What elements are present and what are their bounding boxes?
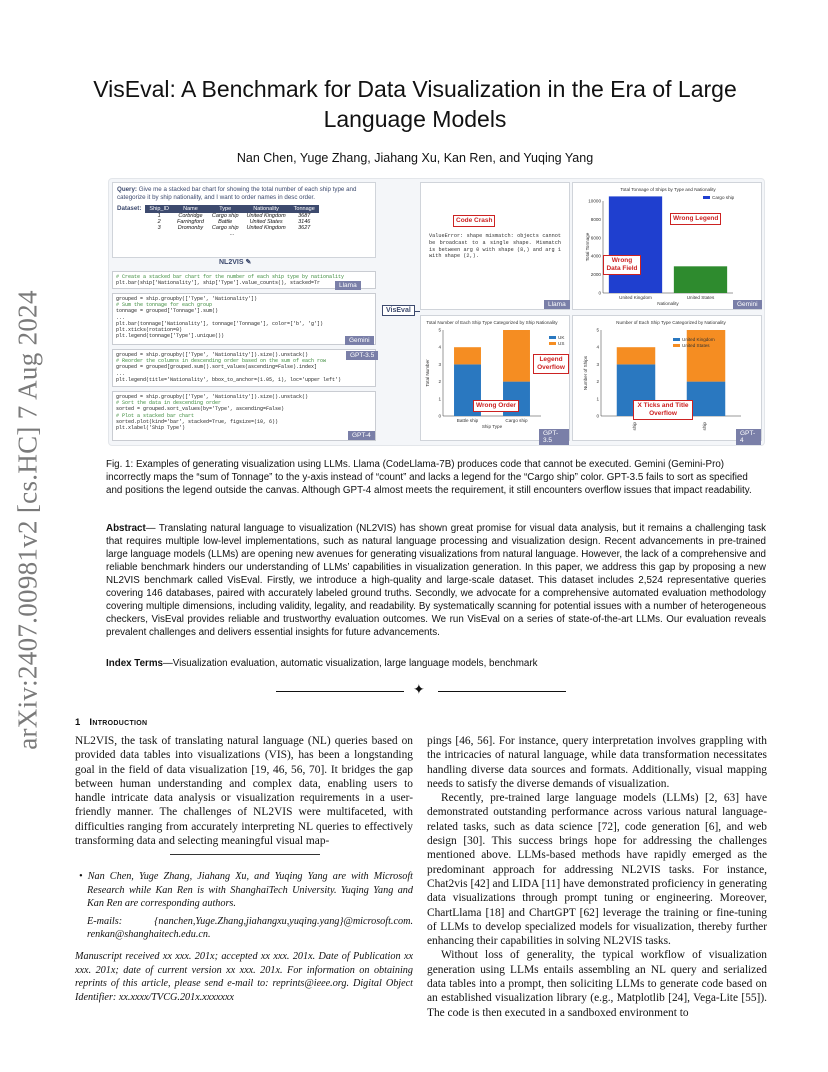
x-tick-label: United Kingdom — [619, 295, 652, 300]
wrong-data-field-label: Wrong Data Field — [603, 255, 641, 275]
gpt35-chart — [421, 316, 569, 440]
intro-paragraph-2: pings [46, 56]. For instance, query interpretation involves grappling with the intricacies of natural language, while data transformation necessitates handling diverse data sources and formats. Additionally, visual mapping needs to satisfy the diverse demands of visualization. — [427, 735, 767, 790]
code-line: # Sum the tonnage for each group — [116, 302, 213, 309]
y-tick-label: 4 — [596, 344, 599, 350]
authors: Nan Chen, Yuge Zhang, Jiahang Xu, Kan Ren, and Yuqing Yang — [236, 151, 594, 165]
y-axis-label: Total Tonnage — [585, 232, 590, 262]
intro-left-column — [75, 734, 413, 848]
table-cell: United Kingdom — [246, 225, 286, 231]
intro-paragraph-4: Without loss of generality, the typical workflow of visualization generation using LLMs entails assembling an NL query and serialized data tables into a prompt, then soliciting LLMs to generate code based on an established visualization library (e.g., Matplotlib [24], Vega-Lite [55]). The code is then executed in a sandboxed environment to — [427, 949, 767, 1019]
gemini-chart-panel — [572, 182, 762, 310]
index-terms-label: Index Terms — [106, 658, 163, 669]
table-cell: United States — [249, 219, 283, 225]
chart-title: Number of Each Ship Type Categorized by Nationality — [616, 320, 726, 325]
chart-title: Total Number of Each Ship Type Categorized by Ship Nationality — [426, 320, 558, 325]
gemini-chart — [573, 183, 761, 309]
magic-wand-icon: ✎ — [245, 259, 252, 266]
y-tick-label: 8000 — [590, 216, 601, 222]
query-label: Query: — [117, 186, 137, 193]
paper-title: VisEval: A Benchmark for Data Visualization in the Era of Large Language Models — [93, 76, 737, 132]
xticks-overflow-label: X Ticks and Title Overflow — [633, 400, 693, 420]
gpt35-chart-panel — [420, 315, 570, 444]
bullet-icon: • — [79, 871, 88, 882]
abstract-text: — Translating natural language to visualization (NL2VIS) has shown great promise for visual data analysis, but it remains a challenging task that requires multiple low-level implementations, such as natural language processing and visualization design. Recent advancements in pre-trained large language models (LLMs) are opening new avenues for generating visualizations from natural language. However, the lack of a comprehensive and reliable benchmark hinders our understanding of LLMs’ capabilities in visualization generation. In this paper, we address this gap by proposing a new NL2VIS benchmark called VisEval. Firstly, we introduce a high-quality and large-scale dataset. This dataset includes 2,524 representative queries covering 146 databases, paired with accurately labeled ground truths. Secondly, we advocate for a comprehensive automated evaluation methodology covering multiple dimensions, including validity, legality, and readability. By systematically scanning for potential issues with a number of heterogeneous checkers, VisEval provides reliable and trustworthy evaluation outcomes. We run VisEval on a series of state-of-the-art LLMs. Our evaluation reveals prevalent challenges and delivers essential insights for future advancements. — [106, 523, 766, 638]
legend-swatch — [549, 336, 556, 339]
y-axis-label: Number of Ships — [583, 355, 588, 391]
dataset-table — [145, 205, 318, 237]
table-cell: Dromonby — [177, 225, 204, 231]
legend-label: UK — [558, 335, 565, 340]
code-line: tonnage = grouped['Tonnage'].sum() — [116, 308, 219, 315]
footnote-emails: E-mails: {nanchen,Yuge.Zhang,jiahangxu,yuqing.yang}@microsoft.com. renkan@shanghaitech.edu.cn. — [87, 915, 413, 941]
intro-right-column — [427, 734, 767, 1020]
footnote-rule — [170, 854, 320, 855]
legend-overflow-label: Legend Overflow — [533, 354, 569, 374]
code-line: # Create a stacked bar chart for the number of each ship type by nationality — [116, 274, 345, 280]
intro-paragraph-1: NL2VIS, the task of translating natural language (NL) queries based on provided data tables into visualizations (VIS), has been a longstanding goal in the field of data visualization [19, 46, 56, 70]. It bridges the gap between human understanding and complex data, enabling users to handle intricate data analysis or visualization requirements in a user-friendly manner. The challenges of NL2VIS were multifaceted, with difficulties ranging from accurately interpreting NL queries to effectively transforming data and selecting meaningful visual map- — [75, 735, 413, 848]
x-axis-label: Nationality — [657, 301, 679, 306]
code-line: plt.xlabel('Ship Type') — [116, 425, 186, 432]
table-cell: 3627 — [298, 225, 311, 231]
gpt4-chart-panel — [572, 315, 762, 444]
tag-gpt4-output: GPT-4 — [736, 429, 761, 445]
table-cell: Farringford — [177, 219, 204, 225]
y-tick-label: 2000 — [590, 272, 601, 278]
table-cell: 1 — [157, 213, 161, 219]
code-line: # Plot a stacked bar chart — [116, 412, 195, 419]
llama-output-panel — [420, 182, 570, 310]
x-tick-label: ship — [702, 422, 707, 431]
wrong-order-label: Wrong Order — [473, 400, 519, 412]
nl2vis-label — [219, 258, 251, 266]
arxiv-identifier: arXiv:2407.00981v2 [cs.HC] 7 Aug 2024 — [12, 290, 43, 750]
table-header-cell: Tonnage — [290, 205, 319, 213]
y-tick-label: 0 — [596, 413, 599, 419]
y-tick-label: 1 — [596, 396, 599, 402]
table-cell: Cargo ship — [211, 225, 239, 231]
figure-1 — [108, 178, 765, 446]
bar — [674, 266, 727, 293]
viseval-box: VisEval — [382, 305, 415, 316]
table-cell: Corbridge — [178, 213, 203, 219]
divider-diamond-icon: ✦ — [413, 683, 425, 698]
query-text: Give me a stacked bar chart for showing the total number of each ship type and categorize it by ship nationality, and I want to order names in desc order. — [117, 186, 357, 201]
legend-swatch — [673, 338, 680, 341]
table-ellipsis: ... — [229, 231, 235, 237]
section-heading — [75, 717, 147, 728]
nl2vis-text: NL2VIS — [219, 259, 244, 266]
code-gpt35 — [112, 349, 376, 387]
x-tick-label: ship — [632, 422, 637, 431]
footnote-affiliation: Nan Chen, Yuge Zhang, Jiahang Xu, and Yuqing Yang are with Microsoft Research while Kan Ren is with ShanghaiTech University. Yuqing Yang and Kan Ren are corresponding authors. — [87, 871, 413, 910]
code-line: ... — [116, 314, 126, 321]
bar — [609, 196, 662, 293]
code-line: sorted.plot(kind='bar', stacked=True, figsize=(10, 6)) — [116, 418, 279, 425]
legend-label: United Kingdom — [682, 337, 715, 342]
tag-gpt35: GPT-3.5 — [346, 351, 378, 360]
table-cell: Cargo ship — [211, 213, 239, 219]
footnote — [75, 870, 413, 1004]
y-tick-label: 6000 — [590, 235, 601, 241]
table-header-cell: Name — [173, 205, 208, 213]
bar — [617, 347, 656, 364]
code-line: plt.legend(tonnage['Type'].unique()) — [116, 333, 225, 340]
figure-caption: Fig. 1: Examples of generating visualization using LLMs. Llama (CodeLlama-7B) produces code that cannot be executed. Gemini (Gemini-Pro) incorrectly maps the “sum of Tonnage” to the y-axis instead of “count” and lacks a legend for the “Cargo ship” color. GPT-3.5 fails to sort as specified and positions the legend outside the canvas. Although GPT-4 almost meets the requirement, it still encounters overflow issues that impact readability. — [106, 459, 752, 496]
tag-llama: Llama — [335, 281, 361, 290]
bar — [503, 330, 530, 382]
code-gpt4 — [112, 391, 376, 441]
legend-label: United States — [682, 343, 710, 348]
table-cell: 2 — [157, 219, 161, 225]
dataset-label: Dataset: — [117, 205, 142, 212]
code-line: ... — [116, 370, 126, 377]
y-axis-label: Total Number — [425, 359, 430, 387]
index-terms-text: —Visualization evaluation, automatic visualization, large language models, benchmark — [163, 658, 538, 669]
code-line: sorted = grouped.sort_values(by='Type', ascending=False) — [116, 406, 285, 413]
legend-swatch — [549, 342, 556, 345]
table-header-cell: Nationality — [243, 205, 290, 213]
bar — [454, 347, 481, 364]
abstract-label: Abstract — [106, 523, 146, 534]
y-tick-label: 4000 — [590, 253, 601, 259]
section-number: 1 — [75, 717, 81, 728]
chart-title: Total Tonnage of Ships by Type and Nationality — [620, 187, 716, 192]
y-tick-label: 4 — [438, 344, 441, 350]
code-gemini — [112, 293, 376, 345]
table-header-cell: Ship_ID — [145, 205, 173, 213]
table-cell: 3146 — [298, 219, 311, 225]
y-tick-label: 0 — [438, 413, 441, 419]
intro-paragraph-3: Recently, pre-trained large language models (LLMs) [2, 63] have demonstrated outstanding performance across various natural language-related tasks, such as data science [72], code generation [6], and web design [30]. This success brings hope for addressing the challenges mentioned above. LLMs-based methods have rapidly emerged as the predominant approach for addressing NL2VIS tasks. For instance, Chat2vis [42] and LIDA [11] have demonstrated proficiency in generating data visualizations through prompt tuning or engineering. Moreover, ChartLlama [18] and ChartGPT [62] leverage the training or fine-tuning of LLMs to develop specialized models for visualization, thereby further enhancing their capabilities in solving NL2VIS tasks. — [427, 792, 767, 948]
code-line: # Sort the data in descending order — [116, 400, 222, 407]
table-cell: Battle — [218, 219, 233, 225]
y-tick-label: 1 — [438, 396, 441, 402]
y-tick-label: 2 — [596, 379, 599, 385]
code-line: # Reorder the columns in descending order based on the sum of each row — [116, 358, 327, 365]
tag-gemini-output: Gemini — [733, 300, 762, 309]
table-header-cell: Type — [208, 205, 243, 213]
legend-label: US — [558, 341, 565, 346]
code-line: grouped = ship.groupby(['Type', 'Nationality']) — [116, 296, 258, 302]
index-terms — [106, 657, 766, 670]
code-line: grouped = ship.groupby(['Type', 'Nationality']).size().unstack() — [116, 352, 309, 358]
y-tick-label: 5 — [438, 327, 441, 333]
tag-gpt35-output: GPT-3.5 — [539, 429, 569, 445]
y-tick-label: 10000 — [588, 198, 601, 204]
x-axis-label: Ship Type — [481, 424, 503, 429]
viseval-arrow — [414, 311, 420, 312]
error-message: ValueError: shape mismatch: objects cannot be broadcast to a single shape. Mismatch is between arg 0 with shape (8,) and arg 1 with shape (2,). — [429, 233, 561, 260]
code-line: plt.bar(ship['Nationality'], ship['Type'].value_counts(), stacked=Tr — [116, 280, 321, 287]
legend-swatch — [703, 196, 710, 199]
code-line: grouped = grouped[grouped.sum().sort_values(ascending=False).index] — [116, 364, 318, 371]
y-tick-label: 3 — [596, 361, 599, 367]
table-cell: 3 — [157, 225, 161, 231]
x-tick-label: Cargo ship — [505, 418, 528, 423]
tag-gemini: Gemini — [345, 336, 374, 345]
table-cell: United Kingdom — [246, 213, 286, 219]
query-panel — [112, 182, 376, 258]
section-divider — [276, 684, 566, 698]
code-line: plt.xticks(rotation=0) — [116, 327, 183, 334]
y-tick-label: 0 — [598, 290, 601, 296]
y-tick-label: 5 — [596, 327, 599, 333]
y-tick-label: 3 — [438, 361, 441, 367]
footnote-manuscript: Manuscript received xx xxx. 201x; accepted xx xxx. 201x. Date of Publication xx xxx. 201x; date of current version xx xxx. 201x. For information on obtaining reprints of this article, please send e-mail to: reprints@ieee.org. Digital Object Identifier: xx.xxxx/TVCG.201x.xxxxxxx — [75, 950, 413, 1003]
code-line: plt.legend(title='Nationality', bbox_to_anchor=(1.05, 1), loc='upper left') — [116, 376, 342, 383]
code-line: grouped = ship.groupby(['Type', 'Nationality']).size().unstack() — [116, 394, 309, 400]
gpt4-chart — [573, 316, 761, 440]
abstract — [106, 522, 766, 639]
legend-swatch — [673, 344, 680, 347]
table-cell: 3687 — [298, 213, 311, 219]
legend-label: Cargo ship — [712, 195, 735, 200]
section-title: Introduction — [89, 717, 148, 728]
wrong-legend-label: Wrong Legend — [670, 213, 721, 225]
code-crash-label: Code Crash — [453, 215, 495, 227]
tag-llama-output: Llama — [544, 300, 570, 309]
x-tick-label: Battle ship — [456, 418, 479, 423]
code-line: plt.bar(tonnage['Nationality'], tonnage['Tonnage'], color=['b', 'g']) — [116, 320, 324, 327]
x-tick-label: United States — [686, 295, 715, 300]
y-tick-label: 2 — [438, 379, 441, 385]
tag-gpt4: GPT-4 — [348, 431, 375, 440]
